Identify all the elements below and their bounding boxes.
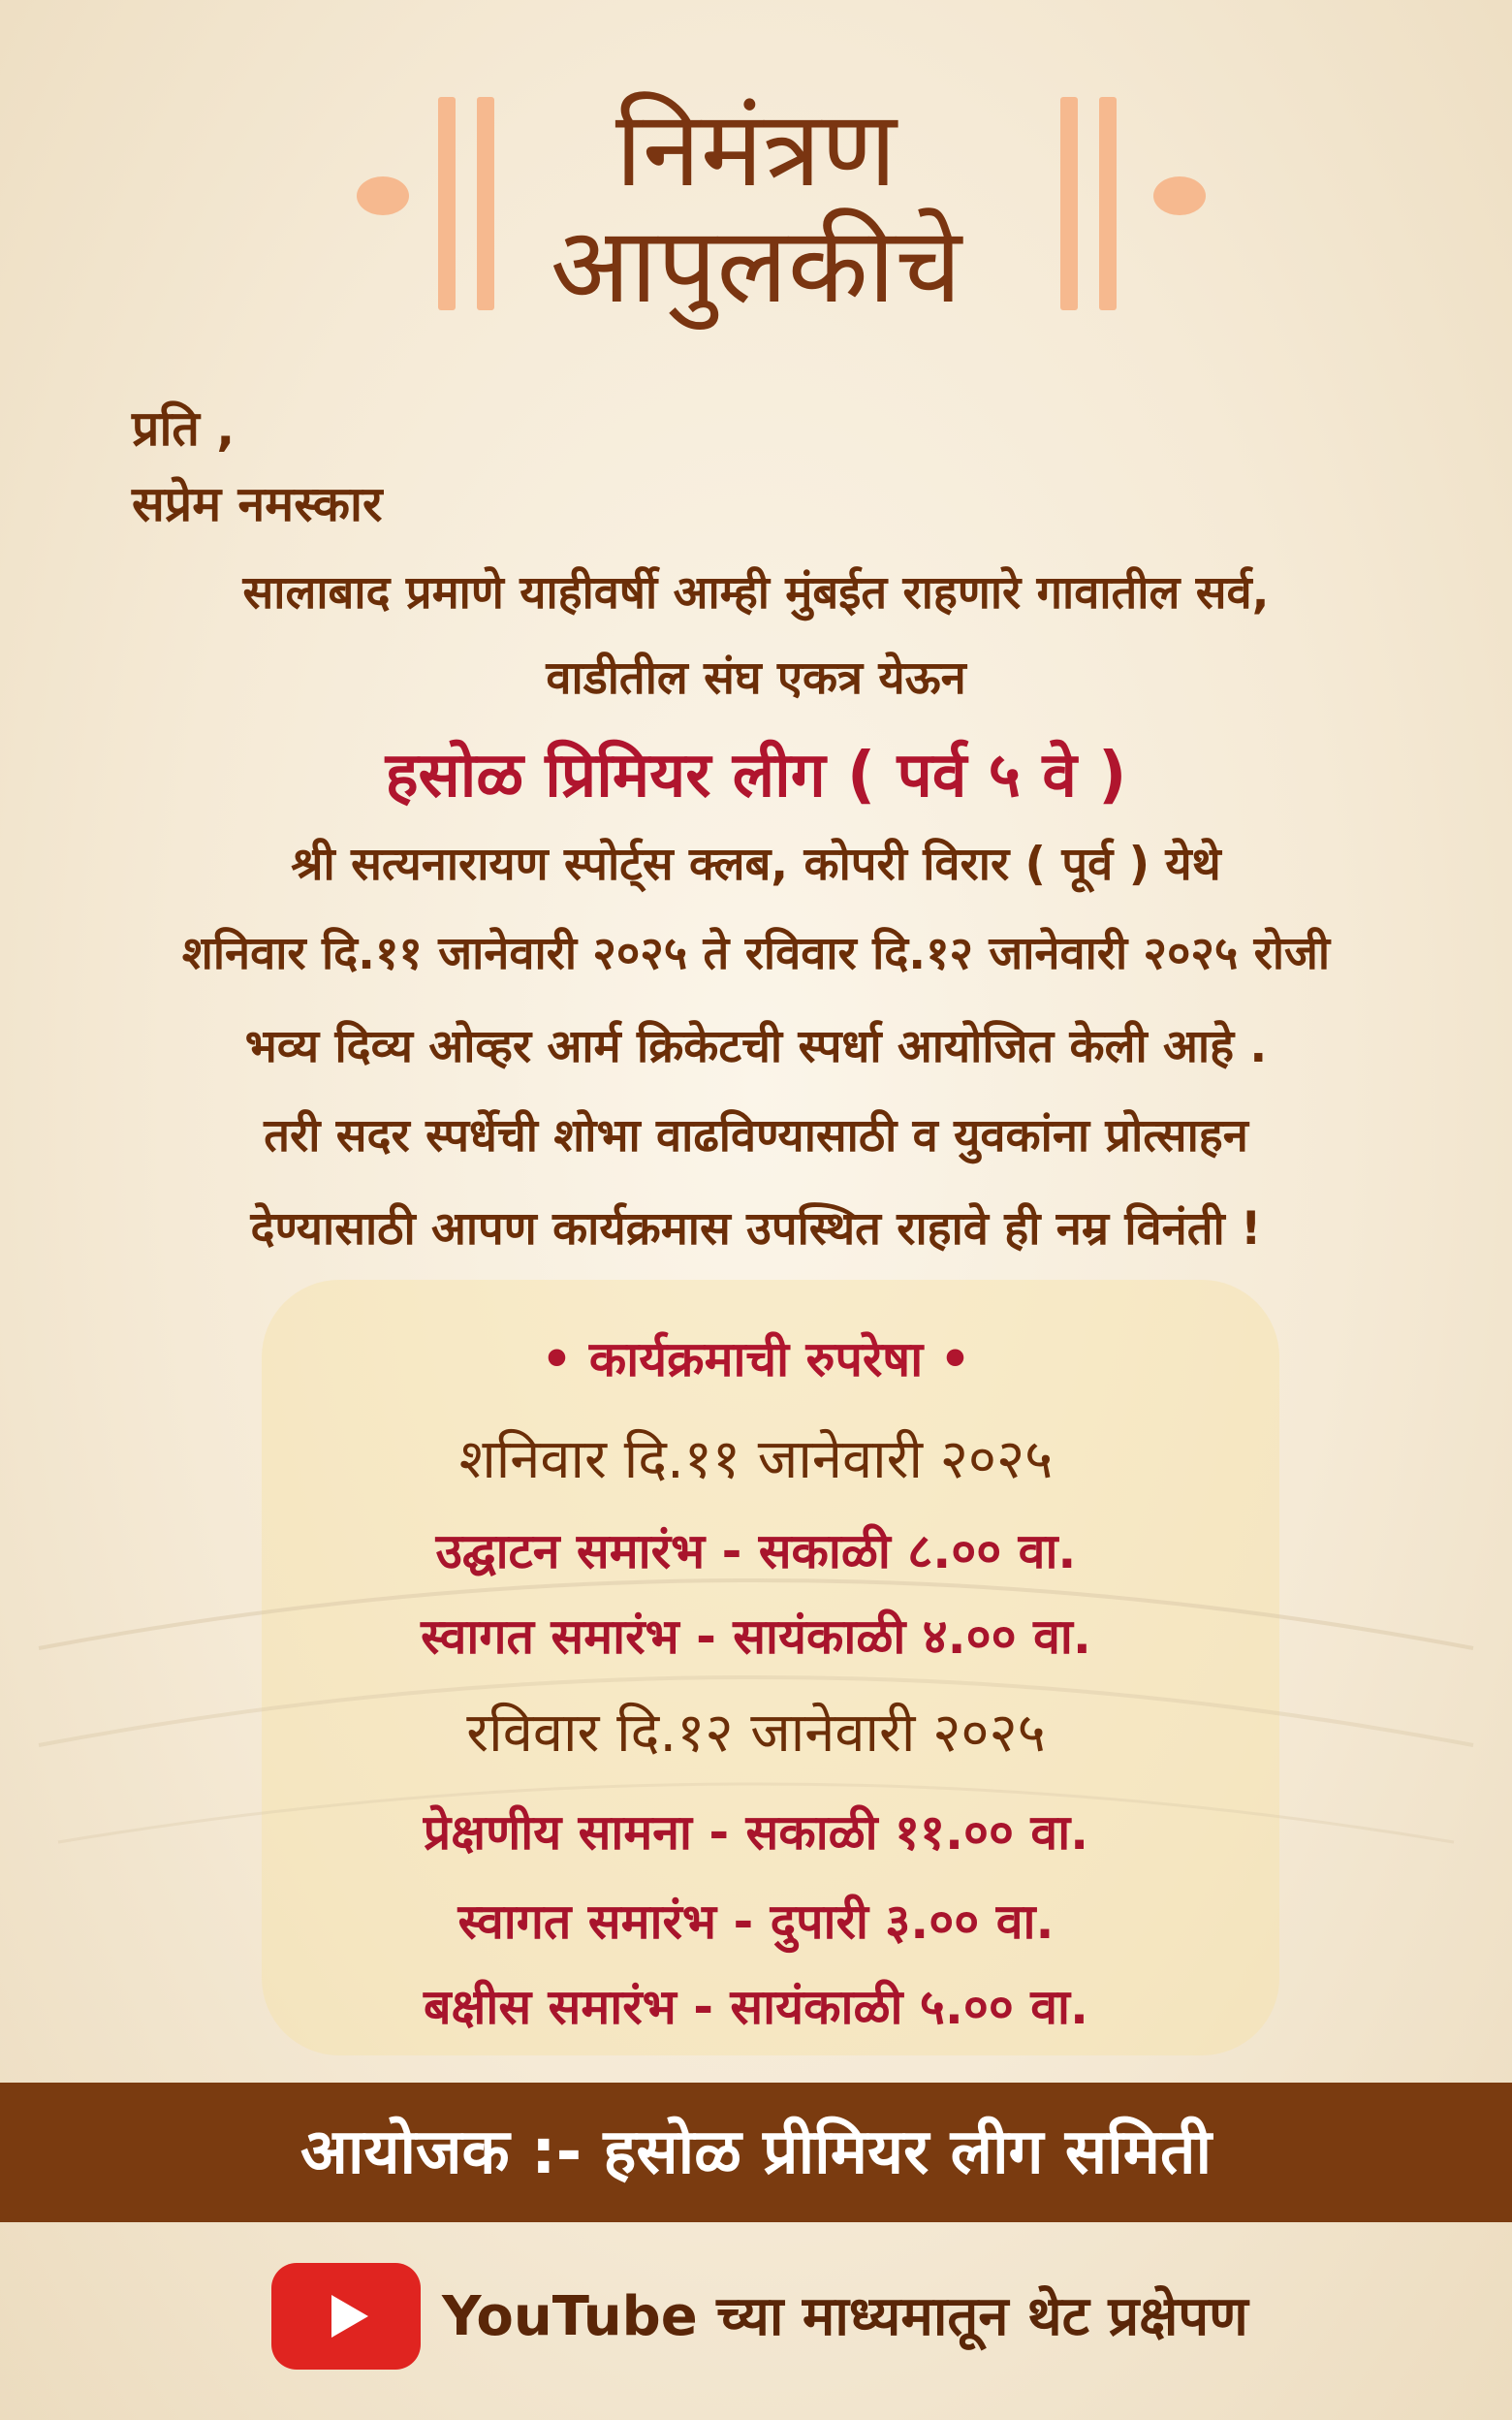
youtube-icon [271, 2263, 421, 2370]
schedule-item: प्रेक्षणीय सामना - सकाळी ११.०० वा. [423, 1804, 1089, 1861]
schedule-day: शनिवार दि.११ जानेवारी २०२५ [458, 1428, 1054, 1491]
schedule-day: रविवार दि.१२ जानेवारी २०२५ [466, 1702, 1046, 1765]
schedule-item: स्वागत समारंभ - सायंकाळी ४.०० वा. [421, 1608, 1091, 1665]
letter-line: भव्य दिव्य ओव्हर आर्म क्रिकेटची स्पर्धा आयोजित केली आहे . [244, 1020, 1268, 1073]
schedule-heading: • कार्यक्रमाची रुपरेषा • [541, 1331, 971, 1387]
schedule-item: स्वागत समारंभ - दुपारी ३.०० वा. [457, 1894, 1055, 1950]
letter-line: वाडीतील संघ एकत्र येऊन [546, 652, 966, 705]
letter-line: सालाबाद प्रमाणे याहीवर्षी आम्ही मुंबईत राहणारे गावातील सर्व, [242, 566, 1270, 620]
invitation-title: निमंत्रण [614, 89, 898, 210]
letter-line: देण्यासाठी आपण कार्यक्रमास उपस्थित राहावे ही नम्र विनंती ! [250, 1202, 1262, 1256]
letter-line: श्री सत्यनारायण स्पोर्ट्स क्लब, कोपरी विरार ( पूर्व ) येथे [291, 838, 1221, 891]
schedule-item: बक्षीस समारंभ - सायंकाळी ५.०० वा. [424, 1979, 1088, 2035]
letter-line: तरी सदर स्पर्धेची शोभा वाढविण्यासाठी व युवकांना प्रोत्साहन [264, 1109, 1248, 1162]
schedule-item: उद्घाटन समारंभ - सकाळी ८.०० वा. [435, 1523, 1077, 1579]
salutation: सप्रेम नमस्कार [132, 476, 383, 532]
greeting: प्रति , [132, 400, 236, 457]
invitation-subtitle: आपुलकीचे [550, 206, 962, 327]
letter-line: शनिवार दि.११ जानेवारी २०२५ ते रविवार दि.१२ जानेवारी २०२५ रोजी [181, 927, 1331, 980]
live-broadcast-text: YouTube च्या माध्यमातून थेट प्रक्षेपण [442, 2285, 1248, 2348]
play-icon [331, 2295, 368, 2338]
organizer-text: आयोजक :- हसोळ प्रीमियर लीग समिती [299, 2117, 1213, 2188]
event-title: हसोळ प्रिमियर लीग ( पर्व ५ वे ) [385, 740, 1127, 812]
